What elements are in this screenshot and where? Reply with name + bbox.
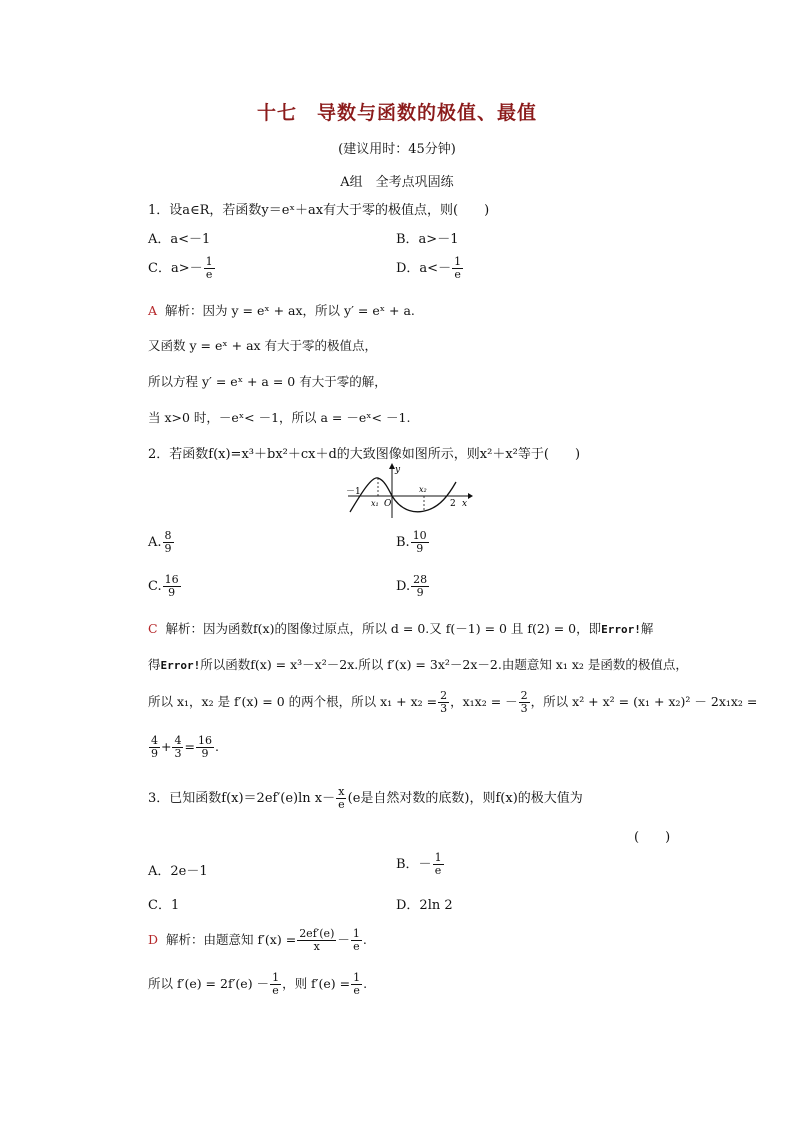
page-title: 十七 导数与函数的极值、最值 <box>256 102 537 124</box>
q1-stem: 1．设a∈R，若函数y＝eˣ＋ax有大于零的极值点，则( ) <box>148 203 490 218</box>
q3-option-c: C．1 <box>148 898 180 913</box>
q1-solution-line-2: 又函数 y = eˣ + ax 有大于零的极值点， <box>148 338 378 353</box>
q2-option-a: A. $\frac{8}{9}$ <box>148 529 172 555</box>
q1-solution-line-1: A 解析：因为 y = eˣ + ax，所以 y′ = eˣ + a. <box>148 303 415 318</box>
q3-solution-line-1: D 解析：由题意知 f′(x) = $\frac{2ef'(e)}{x}$ － $\frac{1}{e}$ . <box>148 927 367 953</box>
q2-solution-line-1: C 解析：因为函数f(x)的图像过原点，所以 d = 0.又 f(－1) = 0 且 f(2) = 0，即Error!解 <box>148 621 654 636</box>
suggested-time: (建议用时：45分钟) <box>338 142 456 157</box>
graph-label-2: 2 <box>450 499 456 509</box>
q3-option-d: D．2ln 2 <box>396 898 453 913</box>
fraction: $\frac{1}{e}$ <box>454 255 462 281</box>
graph-label-x: x <box>462 499 468 509</box>
q2-option-b: B. $\frac{10}{9}$ <box>396 529 427 555</box>
graph-label-x1: x₁ <box>371 499 379 508</box>
q2-option-d: D. $\frac{28}{9}$ <box>396 573 428 599</box>
q2-solution-line-3: 所以 x₁，x₂ 是 f′(x) = 0 的两个根，所以 x₁ + x₂ = $\frac{2}{3}$ ，x₁x₂ = － $\frac{2}{3}$ ，所以 x² + x² = (x₁ + x₂)² － 2x₁x₂ = <box>148 689 758 715</box>
x-axis-arrow <box>468 493 473 499</box>
graph-label-neg1: －1 <box>346 487 361 497</box>
fraction: $\frac{1}{e}$ <box>205 255 213 281</box>
q3-solution-line-2: 所以 f′(e) = 2f′(e) － $\frac{1}{e}$ ，则 f′(e) = $\frac{1}{e}$ . <box>148 971 368 997</box>
q2-solution-line-4: $\frac{4}{9}$ + $\frac{4}{3}$ = $\frac{16}{9}$ . <box>151 734 219 760</box>
q2-solution-line-2: 得Error!所以函数f(x) = x³－x²－2x.所以 f′(x) = 3x²－2x－2.由题意知 x₁ x₂ 是函数的极值点， <box>148 657 688 672</box>
q3-option-a: A．2e－1 <box>148 864 208 879</box>
q1-solution-line-4: 当 x>0 时，－eˣ< －1，所以 a = －eˣ< －1. <box>148 410 411 425</box>
graph-label-origin: O <box>384 499 392 509</box>
q1-option-a: A．a<－1 <box>148 232 211 247</box>
q2-option-c: C. $\frac{16}{9}$ <box>148 573 179 599</box>
q1-solution-line-3: 所以方程 y′ = eˣ + a = 0 有大于零的解， <box>148 374 387 389</box>
q1-option-b: B．a>－1 <box>396 232 459 247</box>
q3-stem: 3．已知函数f(x)＝2ef′(e)ln x－ $\frac{x}{e}$ (e是自然对数的底数)，则f(x)的极大值为 <box>148 785 583 811</box>
q1-option-d: D．a<－ $\frac{1}{e}$ <box>396 255 462 281</box>
q2-stem: 2．若函数f(x)=x³＋bx²＋cx＋d的大致图像如图所示，则x²＋x²等于( ) <box>148 447 581 462</box>
cubic-curve <box>350 478 456 512</box>
q3-answer-bracket: ( ) <box>634 830 671 845</box>
q1-option-c: C．a>－ $\frac{1}{e}$ <box>148 255 213 281</box>
q3-option-b: B．－ $\frac{1}{e}$ <box>396 851 442 877</box>
graph-label-x2: x₂ <box>419 485 427 494</box>
group-label: A组 全考点巩固练 <box>340 175 454 190</box>
graph-label-y: y <box>395 465 401 475</box>
cubic-graph <box>344 462 474 520</box>
